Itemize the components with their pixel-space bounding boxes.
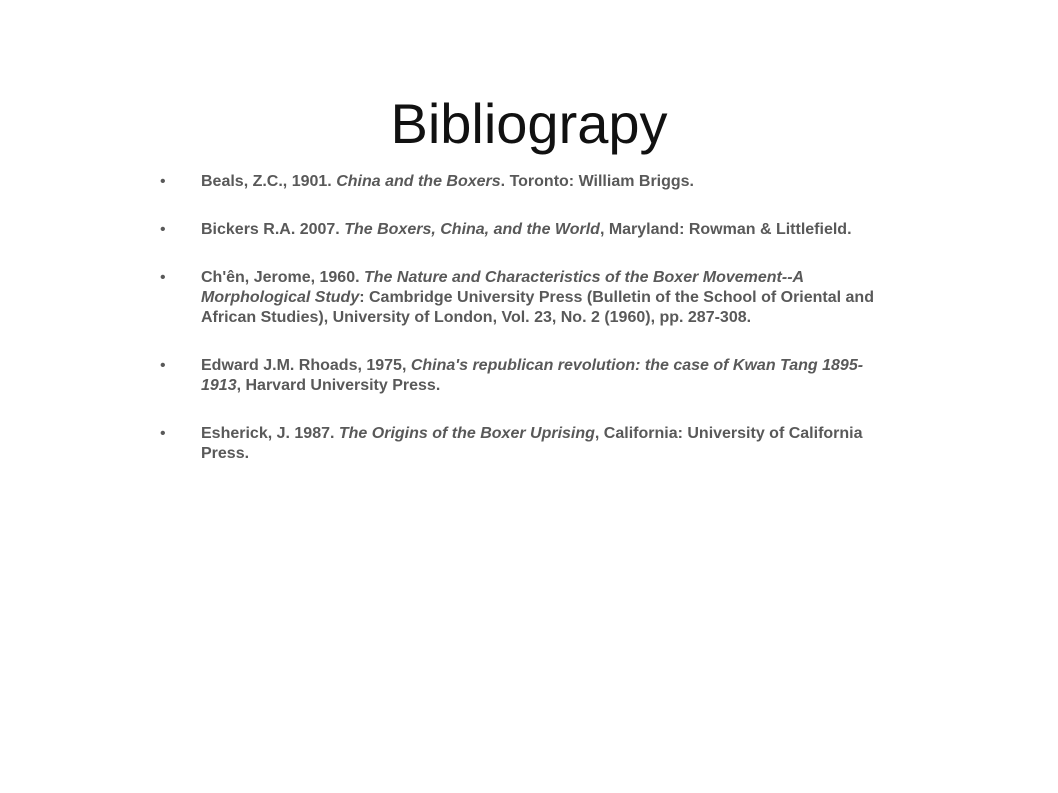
reference-author-year: Ch'ên, Jerome, 1960.: [201, 269, 364, 286]
reference-title: China and the Boxers: [336, 173, 501, 190]
bullet-icon: •: [160, 221, 166, 238]
reference-publisher: : Cambridge University Press (Bulletin of the School of Oriental and African Studies), University of London, Vol. 23, No. 2 (1960), pp. 287-308.: [201, 289, 874, 326]
reference-list: [160, 172, 880, 492]
reference-publisher: , California: University of California Press.: [201, 425, 863, 462]
reference-publisher: , Harvard University Press.: [236, 377, 441, 394]
reference-title: The Origins of the Boxer Uprising: [338, 425, 595, 442]
reference-author-year: Esherick, J. 1987.: [201, 425, 339, 442]
slide-title: Bibliograpy: [390, 92, 668, 155]
reference-item: [160, 424, 880, 464]
bullet-icon: •: [160, 357, 166, 374]
reference-item: [160, 172, 880, 192]
reference-author-year: Edward J.M. Rhoads, 1975,: [201, 357, 411, 374]
bullet-icon: •: [160, 425, 166, 442]
reference-author-year: Beals, Z.C., 1901.: [201, 173, 337, 190]
reference-title: The Nature and Characteristics of the Boxer Movement--A Morphological Study: [201, 269, 804, 306]
reference-item: [160, 356, 880, 396]
reference-publisher: . Toronto: William Briggs.: [500, 173, 694, 190]
reference-item: [160, 220, 880, 240]
reference-item: [160, 268, 880, 328]
reference-title: China's republican revolution: the case of Kwan Tang 1895-1913: [201, 357, 864, 394]
bullet-icon: •: [160, 173, 166, 190]
reference-author-year: Bickers R.A. 2007.: [201, 221, 345, 238]
reference-title: The Boxers, China, and the World: [344, 221, 600, 238]
bullet-icon: •: [160, 269, 166, 286]
reference-publisher: , Maryland: Rowman & Littlefield.: [599, 221, 852, 238]
